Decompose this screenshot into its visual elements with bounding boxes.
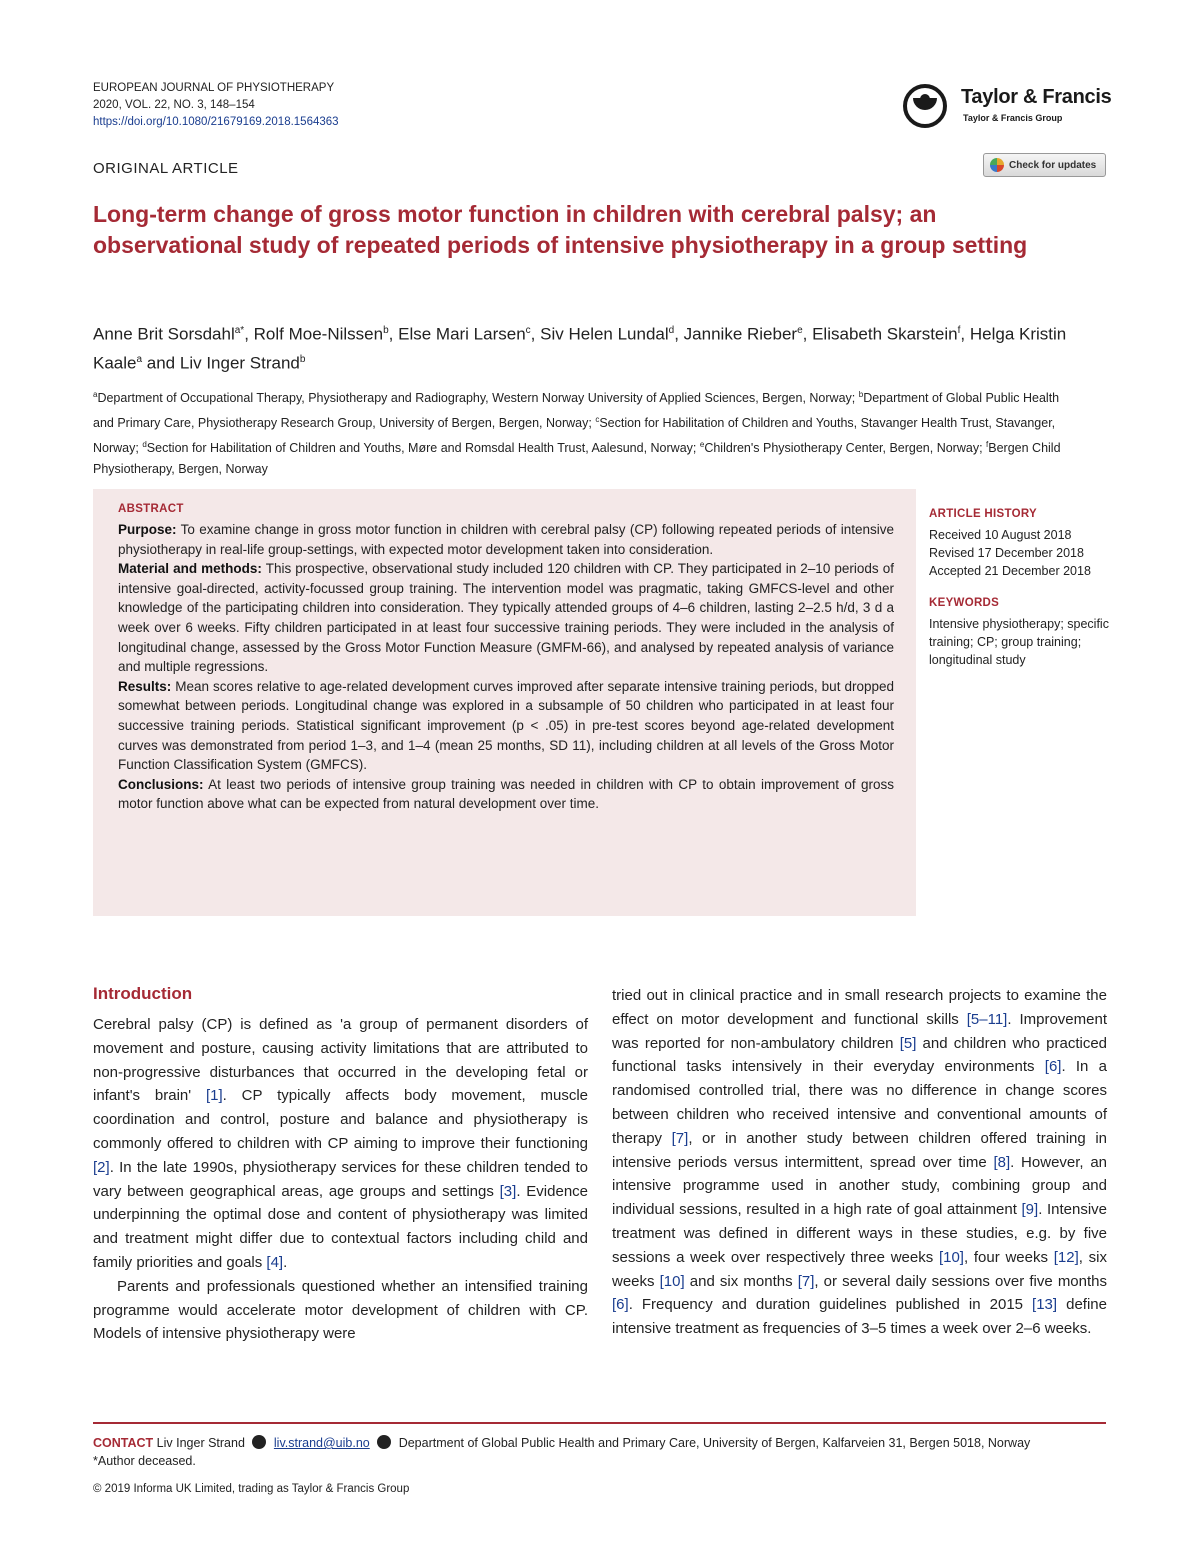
paragraph: Parents and professionals questioned whether an intensified training programme would accelerate motor development of children with CP. Models of intensive physiotherapy were [93,1277,588,1343]
citation-link[interactable]: [7] [671,1129,689,1147]
section-heading: Introduction [93,984,193,1003]
paragraph: Cerebral palsy (CP) is defined as 'a group of permanent disorders of movement and posture, causing activity limitations that are attributed to non-progressive disturbances that occurred in the developing fetal or infant's brain' [1]. CP typically affects body movement, muscle coordination and control, posture and balance and physiotherapy is commonly offered to children with CP aiming to improve their functioning [2]. In the late 1990s, physiotherapy services for these children tended to vary between geographical areas, age groups and settings [3]. Evidence underpinning the optimal dose and content of physiotherapy was limited and treatment might differ due to contextual factors including child and family priorities and goals [4]. [93,1016,588,1271]
citation-link[interactable]: [5] [899,1034,917,1052]
email-icon [252,1435,266,1449]
contact-address: Department of Global Public Health and Primary Care, University of Bergen, Kalfarveien 31, Bergen 5018, Norway [398,1436,1031,1450]
affiliation-b: Department of Global Public Health and Primary Care, Physiotherapy Research Group, University of Bergen, Bergen, Norway; [93,391,1060,431]
author-name: Anne Brit Sorsdahl [93,324,235,344]
journal-header [93,80,339,131]
citation-link[interactable]: [8] [993,1153,1011,1171]
citation-link[interactable]: [5–11] [966,1010,1008,1028]
affiliation-d: Section for Habilitation of Children and Youths, Møre and Romsdal Health Trust, Aalesund, Norway; [146,441,697,456]
author-name: Rolf Moe-Nilssen [253,324,384,344]
contact-email-link[interactable]: liv.strand@uib.no [273,1436,370,1450]
keywords-heading: KEYWORDS [929,597,1000,609]
citation-link[interactable]: [4] [266,1253,284,1271]
abstract-conclusions: Conclusions: At least two periods of intensive group training was needed in children with CP to obtain improvement of gross motor function above what can be expected from natural development over time. [118,776,894,812]
citation-link[interactable]: [13] [1032,1296,1058,1314]
article-type: ORIGINAL ARTICLE [93,160,239,177]
citation-link[interactable]: [3] [499,1182,517,1200]
journal-volume: 2020, VOL. 22, NO. 3, 148–154 [93,99,255,111]
check-updates-label: Check for updates [1009,159,1097,171]
crossmark-icon [990,158,1004,172]
journal-name: EUROPEAN JOURNAL OF PHYSIOTHERAPY [93,82,335,94]
publisher-name: Taylor & Francis [961,86,1112,108]
affiliation-a: Department of Occupational Therapy, Physiotherapy and Radiography, Western Norway University of Applied Sciences, Bergen, Norway; [97,391,856,406]
body-column-right [612,984,1107,1341]
affiliations: $^a$Department of Occupational Therapy, Physiotherapy and Radiography, Western Norway University of Applied Sciences, Bergen, Norway; $^b$Department of Global Public Health and Primary Care, Physiotherapy Research Group, University of Bergen, Bergen, Norway; $^c$Section for Habilitation of Children and Youths, Stavanger Health Trust, Stavanger, Norway; $^d$Section for Habilitation of Children and Youths, Møre and Romsdal Health Trust, Aalesund, Norway; $^e$Children's Physiotherapy Center, Bergen, Norway; $^f$Bergen Child Physiotherapy, Bergen, Norway [93,390,1061,477]
author-name: Elisabeth Skarstein [812,324,958,344]
history-received: Received 10 August 2018 [929,528,1072,542]
deceased-note: *Author deceased. [93,1454,196,1468]
citation-link[interactable]: [10] [659,1272,685,1290]
contact-name: Liv Inger Strand [156,1436,245,1450]
article-sidebar [929,505,1119,669]
author-name: Else Mari Larsen [398,324,526,344]
history-accepted: Accepted 21 December 2018 [929,564,1091,578]
abstract-methods: Material and methods: This prospective, observational study included 120 children with CP. They participated in 2–10 periods of intensive goal-directed, activity-focussed group training. The intervention model was pragmatic, taking GMFCS-level and other knowledge of the participating children into consideration. They typically attended groups of 4–6 children, lasting 2–2.5 h/d, 3 d a week over 6 weeks. Fifty children participated in at least four successive training periods. They were included in the analysis of longitudinal change, assessed by the Gross Motor Function Measure (GMFM-66), and analysed by repeated analysis of variance and multiple regressions. [118,561,894,675]
history-revised: Revised 17 December 2018 [929,546,1084,560]
affiliation-f: Bergen Child Physiotherapy, Bergen, Norway [93,441,1061,477]
publisher-group: Taylor & Francis Group [963,113,1063,123]
author-name: Liv Inger Strand [179,353,300,373]
history-heading: ARTICLE HISTORY [929,508,1038,520]
article-title: Long-term change of gross motor function in children with cerebral palsy; an observational study of repeated periods of intensive physiotherapy in a group setting [93,201,1028,258]
author-name: Helga Kristin Kaale [93,324,1067,373]
body-column-left [93,984,588,1346]
affiliation-c: Section for Habilitation of Children and Youths, Stavanger Health Trust, Stavanger, Norway; [93,416,1056,456]
abstract-purpose: Purpose: To examine change in gross motor function in children with cerebral palsy (CP) following repeated periods of intensive physiotherapy in real-life group-settings, with expected motor development taken into consideration. [118,522,894,557]
footer-divider [93,1422,1106,1424]
publisher-logo [903,84,1113,134]
copyright: © 2019 Informa UK Limited, trading as Taylor & Francis Group [93,1483,410,1495]
footer [93,1434,1106,1498]
affiliation-e: Children's Physiotherapy Center, Bergen, Norway; [704,441,983,456]
contact-label: CONTACT [93,1436,154,1450]
abstract-box [93,489,916,916]
citation-link[interactable]: [6] [612,1296,629,1314]
abstract-heading: ABSTRACT [118,503,184,515]
citation-link[interactable]: [12] [1053,1248,1079,1266]
citation-link[interactable]: [9] [1021,1201,1039,1219]
author-name: Jannike Rieber [683,324,798,344]
citation-link[interactable]: [2] [93,1158,110,1176]
doi-link[interactable]: https://doi.org/10.1080/21679169.2018.1564363 [93,116,339,128]
address-icon [377,1435,391,1449]
keywords-list: Intensive physiotherapy; specific training; CP; group training; longitudinal study [929,617,1109,667]
citation-link[interactable]: [7] [797,1272,815,1290]
check-updates-button[interactable] [983,153,1106,177]
abstract-results: Results: Mean scores relative to age-related development curves improved after separate intensive training periods, but dropped somewhat between periods. Longitudinal change was explored in a subsample of 50 children who participated in at least four successive training periods. Statistical significant improvement (p < .05) in pre-test scores beyond age-related development curves was demonstrated from period 1–3, and 1–4 (mean 25 months, SD 11), including children at all levels of the Gross Motor Function Classification System (GMFCS). [118,678,894,773]
citation-link[interactable]: [6] [1044,1058,1062,1076]
author-name: Siv Helen Lundal [540,324,669,344]
contact-line [93,1434,1106,1452]
paragraph: tried out in clinical practice and in small research projects to examine the effect on motor development and functional skills [5–11]. Improvement was reported for non-ambulatory children [5] and children who practiced functional tasks intensively in their everyday environments [6]. In a randomised controlled trial, there was no difference in change scores between children who received intensive and conventional amounts of therapy [7], or in another study between children offered training in intensive periods versus intermittent, spread over time [8]. However, an intensive programme used in another study, combining group and individual sessions, resulted in a high rate of goal attainment [9]. Intensive treatment was defined in different ways in these studies, e.g. by five sessions a week over respectively three weeks [10], four weeks [12], six weeks [10] and six months [7], or several daily sessions over five months [6]. Frequency and duration guidelines published in 2015 [13] define intensive treatment as frequencies of 3–5 times a week over 2–6 weeks. [612,987,1108,1338]
citation-link[interactable]: [1] [205,1087,223,1105]
author-list: Anne Brit Sorsdahl$^{a*}$, Rolf Moe-Nilssen$^b$, Else Mari Larsen$^c$, Siv Helen Lundal$^d$, Jannike Rieber$^e$, Elisabeth Skarstein$^f$, Helga Kristin Kaale$^a$ and Liv Inger Strand$^b$ [93,324,1067,373]
citation-link[interactable]: [10] [938,1248,964,1266]
